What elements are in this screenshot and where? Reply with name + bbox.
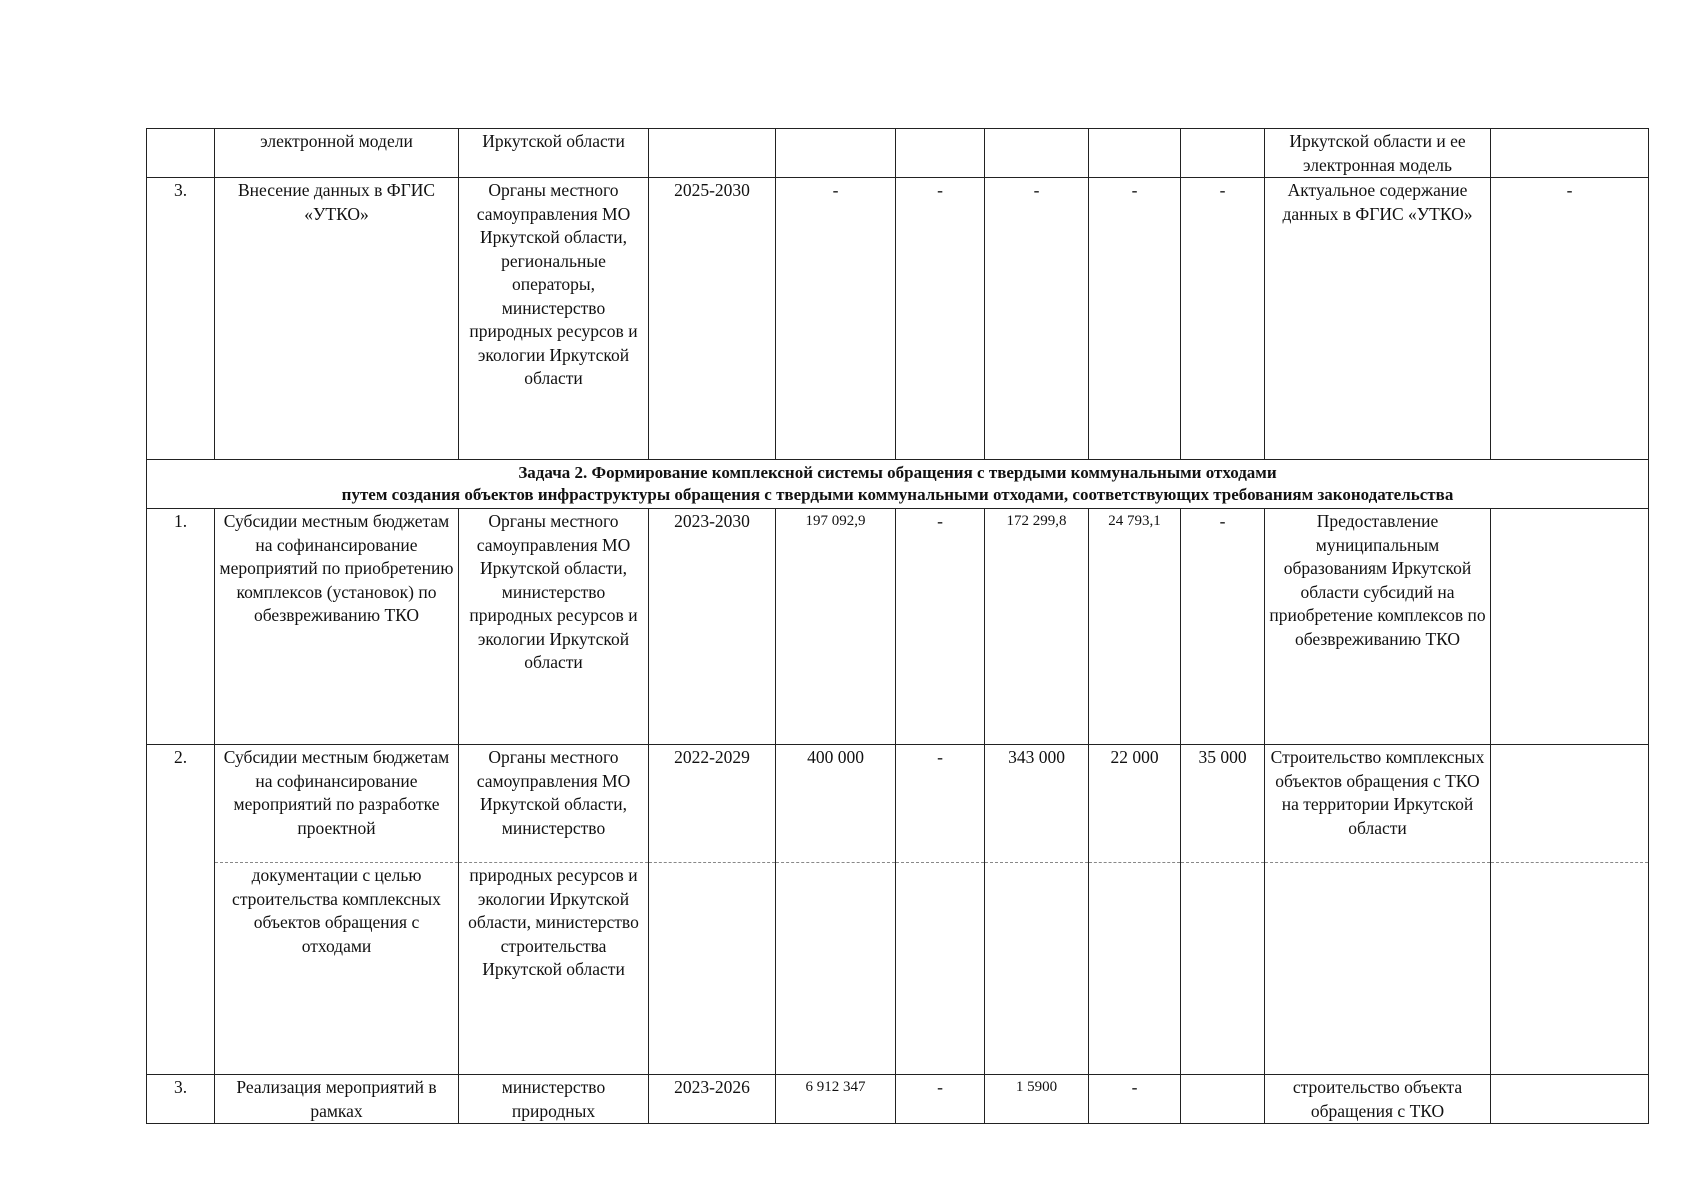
measures-table [146, 128, 1649, 1124]
cell-c9: - [1181, 178, 1265, 460]
cell-c7 [985, 863, 1089, 1075]
cell-result: Предоставление муниципальным образованиям Иркутской области субсидий на приобретение комплексов по обезвреживанию ТКО [1265, 509, 1491, 745]
cell-c9: 35 000 [1181, 745, 1265, 863]
cell-c11 [1491, 129, 1649, 178]
cell-num: 3. [147, 178, 215, 460]
cell-c11: - [1491, 178, 1649, 460]
cell-result [1265, 863, 1491, 1075]
cell-c6 [896, 863, 985, 1075]
cell-c5: 400 000 [776, 745, 896, 863]
cell-c9 [1181, 1075, 1265, 1124]
cell-c7: 1 5900 [985, 1075, 1089, 1124]
cell-name: электронной модели [215, 129, 459, 178]
cell-c7 [985, 129, 1089, 178]
cell-c5: 197 092,9 [776, 509, 896, 745]
cell-c7: 343 000 [985, 745, 1089, 863]
cell-name: Субсидии местным бюджетам на софинансирование мероприятий по приобретению комплексов (установок) по обезвреживанию ТКО [215, 509, 459, 745]
cell-c5 [776, 129, 896, 178]
table-row [147, 509, 1649, 745]
cell-executor: природных ресурсов и экологии Иркутской области, министерство строительства Иркутской области [459, 863, 649, 1075]
cell-c8: - [1089, 1075, 1181, 1124]
cell-c8 [1089, 129, 1181, 178]
cell-name: Реализация мероприятий в рамках [215, 1075, 459, 1124]
task-heading-row [147, 460, 1649, 509]
cell-c9 [1181, 863, 1265, 1075]
cell-executor: Органы местного самоуправления МО Иркутской области, министерство природных ресурсов и экологии Иркутской области [459, 509, 649, 745]
cell-executor: Органы местного самоуправления МО Иркутской области, региональные операторы, министерство природных ресурсов и экологии Иркутской области [459, 178, 649, 460]
cell-num [147, 129, 215, 178]
cell-c6: - [896, 745, 985, 863]
cell-period: 2022-2029 [649, 745, 776, 863]
cell-result: строительство объекта обращения с ТКО [1265, 1075, 1491, 1124]
document-sheet [146, 128, 1648, 1124]
cell-c9 [1181, 129, 1265, 178]
cell-c7: - [985, 178, 1089, 460]
cell-c6 [896, 129, 985, 178]
cell-c6: - [896, 178, 985, 460]
cell-c8: 22 000 [1089, 745, 1181, 863]
cell-executor: министерство природных [459, 1075, 649, 1124]
task-heading-line-2: путем создания объектов инфраструктуры обращения с твердыми коммунальными отходами, соответствующих требованиям законодательства [341, 485, 1454, 504]
table-row [147, 178, 1649, 460]
cell-period: 2025-2030 [649, 178, 776, 460]
cell-num: 1. [147, 509, 215, 745]
cell-num: 2. [147, 745, 215, 1075]
cell-period [649, 863, 776, 1075]
cell-name: Субсидии местным бюджетам на софинансирование мероприятий по разработке проектной [215, 745, 459, 863]
cell-result: Иркутской области и ее электронная модель [1265, 129, 1491, 178]
cell-num: 3. [147, 1075, 215, 1124]
table-row [147, 1075, 1649, 1124]
task-heading-line-1: Задача 2. Формирование комплексной системы обращения с твердыми коммунальными отходами [518, 463, 1277, 482]
cell-c11 [1491, 509, 1649, 745]
cell-c6: - [896, 509, 985, 745]
cell-name: Внесение данных в ФГИС «УТКО» [215, 178, 459, 460]
cell-c11 [1491, 745, 1649, 863]
cell-executor: Иркутской области [459, 129, 649, 178]
cell-name: документации с целью строительства комплексных объектов обращения с отходами [215, 863, 459, 1075]
cell-c8: - [1089, 178, 1181, 460]
table-row-continuation [147, 863, 1649, 1075]
cell-c5: - [776, 178, 896, 460]
cell-executor: Органы местного самоуправления МО Иркутской области, министерство [459, 745, 649, 863]
cell-c11 [1491, 863, 1649, 1075]
cell-c5 [776, 863, 896, 1075]
cell-c11 [1491, 1075, 1649, 1124]
cell-period [649, 129, 776, 178]
cell-c9: - [1181, 509, 1265, 745]
table-row-continuation [147, 129, 1649, 178]
cell-c5: 6 912 347 [776, 1075, 896, 1124]
cell-c8: 24 793,1 [1089, 509, 1181, 745]
cell-c8 [1089, 863, 1181, 1075]
cell-period: 2023-2030 [649, 509, 776, 745]
cell-c6: - [896, 1075, 985, 1124]
cell-period: 2023-2026 [649, 1075, 776, 1124]
cell-result: Актуальное содержание данных в ФГИС «УТКО» [1265, 178, 1491, 460]
table-row [147, 745, 1649, 863]
cell-result: Строительство комплексных объектов обращения с ТКО на территории Иркутской области [1265, 745, 1491, 863]
cell-c7: 172 299,8 [985, 509, 1089, 745]
task-heading [147, 460, 1649, 509]
